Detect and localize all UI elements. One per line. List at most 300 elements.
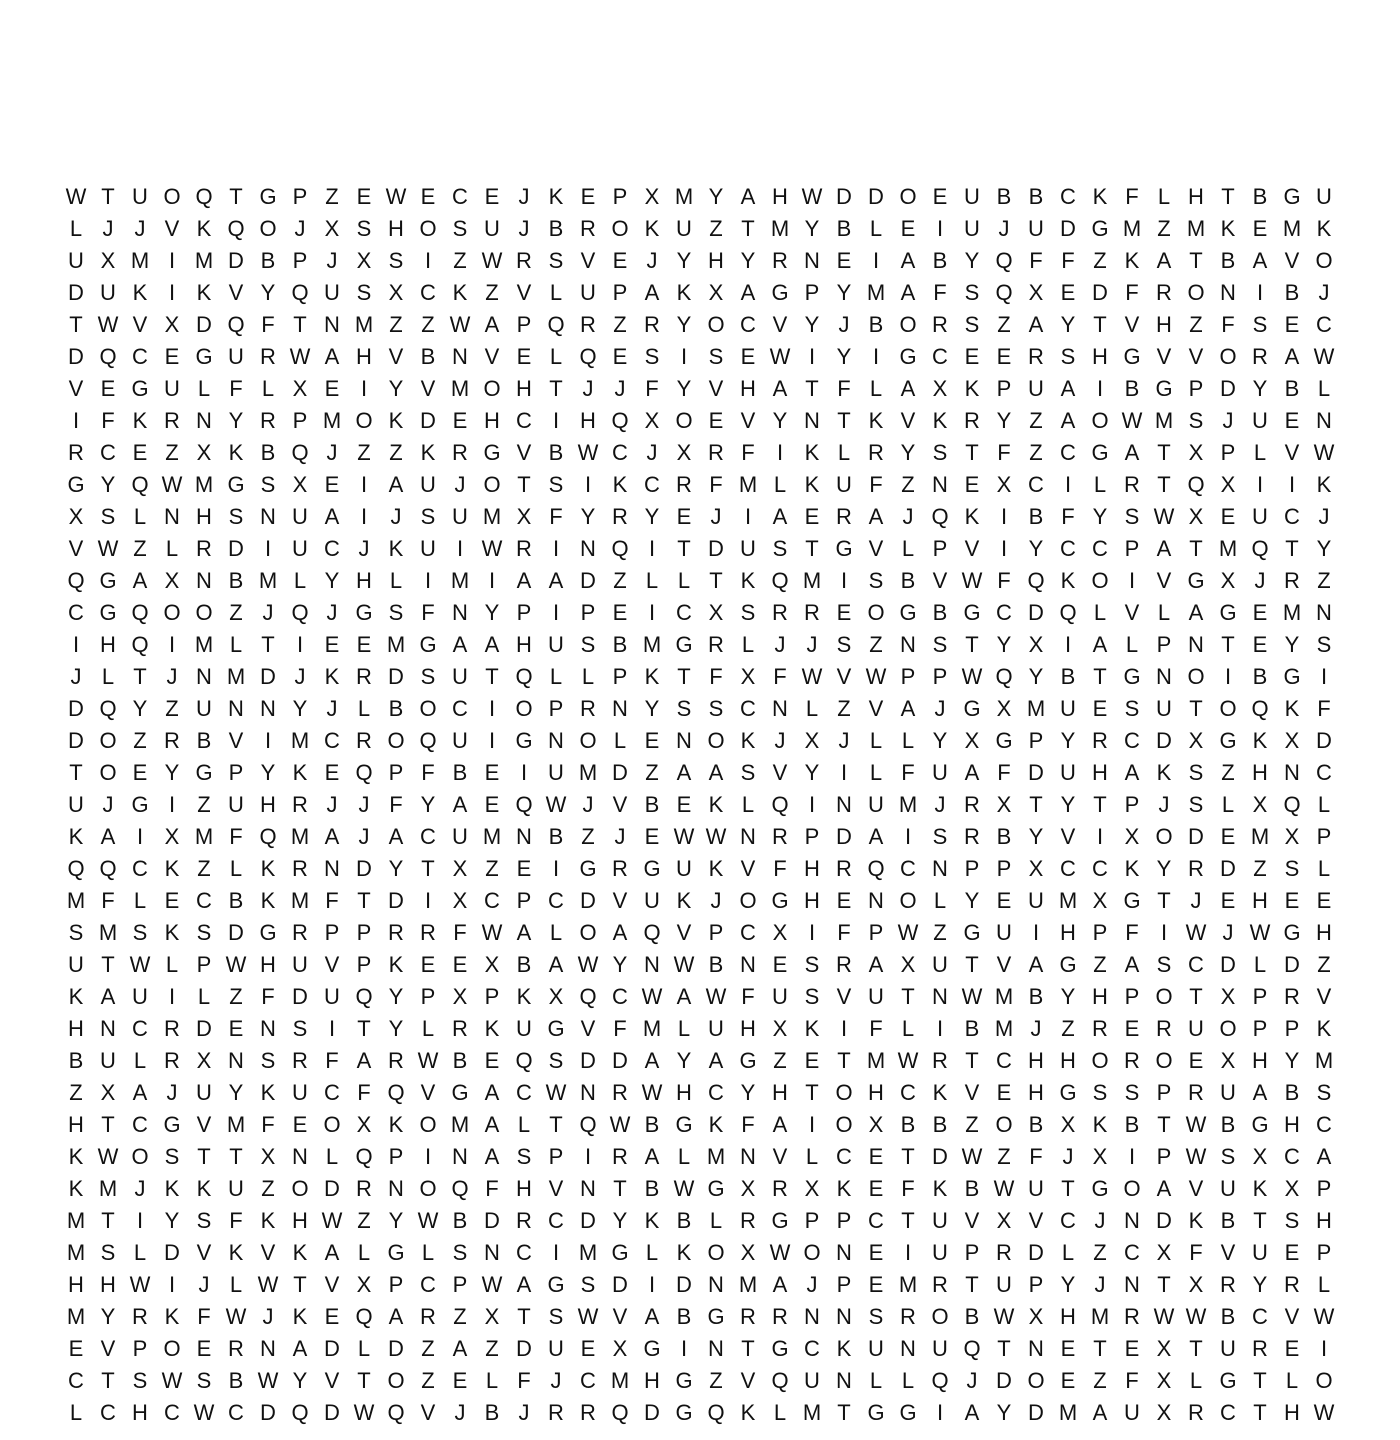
letter-cell[interactable]: V bbox=[1124, 600, 1140, 625]
letter-cell[interactable]: H bbox=[804, 888, 820, 913]
letter-cell[interactable]: Z bbox=[325, 184, 339, 209]
letter-cell[interactable]: O bbox=[931, 1304, 949, 1329]
letter-cell[interactable]: I bbox=[1064, 632, 1072, 657]
letter-cell[interactable]: K bbox=[1284, 696, 1300, 721]
letter-cell[interactable]: Z bbox=[485, 1336, 499, 1361]
letter-cell[interactable]: U bbox=[932, 1240, 948, 1265]
letter-cell[interactable]: D bbox=[324, 1176, 340, 1201]
letter-cell[interactable]: A bbox=[740, 280, 756, 305]
letter-cell[interactable]: R bbox=[644, 312, 660, 337]
letter-cell[interactable]: L bbox=[165, 536, 179, 561]
letter-cell[interactable]: P bbox=[516, 600, 532, 625]
letter-cell[interactable]: K bbox=[964, 376, 980, 401]
letter-cell[interactable]: E bbox=[516, 856, 532, 881]
letter-cell[interactable]: Y bbox=[228, 408, 244, 433]
letter-cell[interactable]: F bbox=[229, 1208, 243, 1233]
letter-cell[interactable]: V bbox=[1188, 1176, 1204, 1201]
letter-cell[interactable]: L bbox=[357, 1240, 371, 1265]
letter-cell[interactable]: U bbox=[132, 184, 148, 209]
letter-cell[interactable]: G bbox=[67, 472, 85, 497]
letter-cell[interactable]: S bbox=[260, 1048, 276, 1073]
letter-cell[interactable]: V bbox=[1316, 984, 1332, 1009]
letter-cell[interactable]: Z bbox=[581, 824, 595, 849]
letter-cell[interactable]: G bbox=[579, 856, 597, 881]
letter-cell[interactable]: I bbox=[424, 1144, 432, 1169]
letter-cell[interactable]: I bbox=[648, 536, 656, 561]
letter-cell[interactable]: K bbox=[68, 824, 84, 849]
letter-cell[interactable]: R bbox=[836, 504, 852, 529]
letter-cell[interactable]: Y bbox=[676, 248, 692, 273]
letter-cell[interactable]: L bbox=[1317, 1272, 1331, 1297]
letter-cell[interactable]: C bbox=[868, 1208, 884, 1233]
letter-cell[interactable]: E bbox=[996, 888, 1012, 913]
letter-cell[interactable]: B bbox=[836, 216, 852, 241]
letter-cell[interactable]: T bbox=[1189, 1336, 1203, 1361]
letter-cell[interactable]: G bbox=[1091, 216, 1109, 241]
letter-cell[interactable]: I bbox=[168, 280, 176, 305]
letter-cell[interactable]: L bbox=[1157, 600, 1171, 625]
letter-cell[interactable]: Q bbox=[963, 1336, 981, 1361]
letter-cell[interactable]: A bbox=[356, 1048, 372, 1073]
letter-cell[interactable]: S bbox=[1188, 760, 1204, 785]
letter-cell[interactable]: O bbox=[163, 1336, 181, 1361]
letter-cell[interactable]: I bbox=[584, 472, 592, 497]
letter-cell[interactable]: C bbox=[612, 440, 628, 465]
letter-cell[interactable]: G bbox=[451, 1080, 469, 1105]
letter-cell[interactable]: X bbox=[1252, 792, 1268, 817]
letter-cell[interactable]: I bbox=[936, 1400, 944, 1425]
letter-cell[interactable]: A bbox=[676, 984, 692, 1009]
letter-cell[interactable]: X bbox=[1156, 1336, 1172, 1361]
letter-cell[interactable]: R bbox=[1092, 1016, 1108, 1041]
letter-cell[interactable]: P bbox=[1092, 920, 1108, 945]
letter-cell[interactable]: V bbox=[580, 1016, 596, 1041]
letter-cell[interactable]: M bbox=[642, 632, 662, 657]
letter-cell[interactable]: Y bbox=[996, 632, 1012, 657]
letter-cell[interactable]: V bbox=[1124, 312, 1140, 337]
letter-cell[interactable]: L bbox=[421, 1240, 435, 1265]
letter-cell[interactable]: M bbox=[98, 1176, 118, 1201]
letter-cell[interactable]: V bbox=[740, 1368, 756, 1393]
letter-cell[interactable]: Z bbox=[709, 216, 723, 241]
letter-cell[interactable]: G bbox=[1123, 344, 1141, 369]
letter-cell[interactable]: X bbox=[164, 312, 180, 337]
letter-cell[interactable]: H bbox=[1156, 312, 1172, 337]
letter-cell[interactable]: U bbox=[996, 1272, 1012, 1297]
letter-cell[interactable]: N bbox=[196, 568, 212, 593]
letter-cell[interactable]: K bbox=[804, 440, 820, 465]
letter-cell[interactable]: X bbox=[1028, 280, 1044, 305]
letter-cell[interactable]: A bbox=[100, 824, 116, 849]
letter-cell[interactable]: J bbox=[934, 792, 946, 817]
letter-cell[interactable]: B bbox=[676, 1304, 692, 1329]
letter-cell[interactable]: U bbox=[996, 920, 1012, 945]
letter-cell[interactable]: W bbox=[161, 472, 183, 497]
letter-cell[interactable]: Y bbox=[388, 1016, 404, 1041]
letter-cell[interactable]: V bbox=[580, 248, 596, 273]
letter-cell[interactable]: B bbox=[1028, 984, 1044, 1009]
letter-cell[interactable]: A bbox=[132, 568, 148, 593]
letter-cell[interactable]: U bbox=[1220, 1080, 1236, 1105]
letter-cell[interactable]: Z bbox=[133, 536, 147, 561]
letter-cell[interactable]: O bbox=[1219, 696, 1237, 721]
letter-cell[interactable]: K bbox=[868, 408, 884, 433]
letter-cell[interactable]: N bbox=[164, 504, 180, 529]
letter-cell[interactable]: C bbox=[132, 344, 148, 369]
letter-cell[interactable]: C bbox=[420, 824, 436, 849]
letter-cell[interactable]: V bbox=[772, 760, 788, 785]
letter-cell[interactable]: P bbox=[1156, 1080, 1172, 1105]
letter-cell[interactable]: K bbox=[292, 760, 308, 785]
letter-cell[interactable]: B bbox=[548, 824, 564, 849]
letter-cell[interactable]: P bbox=[420, 984, 436, 1009]
letter-cell[interactable]: D bbox=[1188, 824, 1204, 849]
letter-cell[interactable]: I bbox=[872, 344, 880, 369]
letter-cell[interactable]: U bbox=[516, 1016, 532, 1041]
letter-cell[interactable]: Z bbox=[389, 440, 403, 465]
letter-cell[interactable]: P bbox=[548, 696, 564, 721]
letter-cell[interactable]: C bbox=[452, 184, 468, 209]
letter-cell[interactable]: W bbox=[1153, 504, 1175, 529]
letter-cell[interactable]: W bbox=[257, 1368, 279, 1393]
letter-cell[interactable]: P bbox=[196, 952, 212, 977]
letter-cell[interactable]: O bbox=[899, 312, 917, 337]
letter-cell[interactable]: D bbox=[580, 888, 596, 913]
letter-cell[interactable]: S bbox=[1124, 696, 1140, 721]
letter-cell[interactable]: O bbox=[483, 472, 501, 497]
letter-cell[interactable]: P bbox=[1220, 440, 1236, 465]
letter-cell[interactable]: X bbox=[292, 472, 308, 497]
letter-cell[interactable]: O bbox=[195, 600, 213, 625]
letter-cell[interactable]: I bbox=[1320, 664, 1328, 689]
letter-cell[interactable]: L bbox=[645, 568, 659, 593]
letter-cell[interactable]: F bbox=[709, 664, 723, 689]
letter-cell[interactable]: U bbox=[420, 472, 436, 497]
letter-cell[interactable]: R bbox=[1092, 728, 1108, 753]
letter-cell[interactable]: X bbox=[1220, 568, 1236, 593]
letter-cell[interactable]: J bbox=[1318, 504, 1330, 529]
letter-cell[interactable]: E bbox=[196, 1336, 212, 1361]
letter-cell[interactable]: T bbox=[805, 376, 819, 401]
letter-cell[interactable]: C bbox=[1124, 1240, 1140, 1265]
letter-cell[interactable]: Q bbox=[291, 440, 309, 465]
letter-cell[interactable]: C bbox=[1316, 312, 1332, 337]
letter-cell[interactable]: T bbox=[837, 1048, 851, 1073]
letter-cell[interactable]: G bbox=[1283, 184, 1301, 209]
letter-cell[interactable]: J bbox=[70, 664, 82, 689]
letter-cell[interactable]: D bbox=[388, 664, 404, 689]
letter-cell[interactable]: C bbox=[228, 1400, 244, 1425]
letter-cell[interactable]: Q bbox=[1251, 536, 1269, 561]
letter-cell[interactable]: X bbox=[1060, 1112, 1076, 1137]
letter-cell[interactable]: M bbox=[450, 376, 470, 401]
letter-cell[interactable]: E bbox=[1252, 216, 1268, 241]
letter-cell[interactable]: Z bbox=[1029, 408, 1043, 433]
letter-cell[interactable]: K bbox=[292, 1304, 308, 1329]
letter-cell[interactable]: U bbox=[196, 696, 212, 721]
letter-cell[interactable]: A bbox=[388, 824, 404, 849]
letter-cell[interactable]: G bbox=[771, 1208, 789, 1233]
letter-cell[interactable]: E bbox=[1284, 1240, 1300, 1265]
letter-cell[interactable]: E bbox=[484, 1048, 500, 1073]
letter-cell[interactable]: S bbox=[1284, 1208, 1300, 1233]
letter-cell[interactable]: I bbox=[872, 248, 880, 273]
letter-cell[interactable]: V bbox=[772, 312, 788, 337]
letter-cell[interactable]: E bbox=[1284, 888, 1300, 913]
letter-cell[interactable]: Q bbox=[99, 344, 117, 369]
letter-cell[interactable]: O bbox=[835, 1112, 853, 1137]
letter-cell[interactable]: S bbox=[1188, 792, 1204, 817]
letter-cell[interactable]: M bbox=[450, 1112, 470, 1137]
letter-cell[interactable]: I bbox=[424, 248, 432, 273]
letter-cell[interactable]: Y bbox=[740, 248, 756, 273]
letter-cell[interactable]: G bbox=[963, 920, 981, 945]
letter-cell[interactable]: L bbox=[1125, 632, 1139, 657]
letter-cell[interactable]: T bbox=[1253, 1400, 1267, 1425]
letter-cell[interactable]: K bbox=[836, 1336, 852, 1361]
letter-cell[interactable]: W bbox=[417, 1048, 439, 1073]
letter-cell[interactable]: K bbox=[612, 472, 628, 497]
letter-cell[interactable]: N bbox=[836, 1304, 852, 1329]
letter-cell[interactable]: C bbox=[612, 984, 628, 1009]
letter-cell[interactable]: X bbox=[324, 216, 340, 241]
letter-cell[interactable]: Q bbox=[131, 472, 149, 497]
letter-cell[interactable]: T bbox=[1093, 312, 1107, 337]
letter-cell[interactable]: E bbox=[356, 184, 372, 209]
letter-cell[interactable]: Y bbox=[324, 568, 340, 593]
letter-cell[interactable]: L bbox=[1253, 440, 1267, 465]
letter-cell[interactable]: V bbox=[420, 1080, 436, 1105]
letter-cell[interactable]: O bbox=[675, 408, 693, 433]
letter-cell[interactable]: S bbox=[420, 664, 436, 689]
letter-cell[interactable]: L bbox=[1317, 376, 1331, 401]
letter-cell[interactable]: H bbox=[1092, 344, 1108, 369]
letter-cell[interactable]: T bbox=[1189, 984, 1203, 1009]
letter-cell[interactable]: C bbox=[996, 1048, 1012, 1073]
letter-cell[interactable]: O bbox=[99, 728, 117, 753]
letter-cell[interactable]: I bbox=[72, 632, 80, 657]
letter-cell[interactable]: Y bbox=[804, 216, 820, 241]
letter-cell[interactable]: E bbox=[324, 472, 340, 497]
letter-cell[interactable]: N bbox=[804, 1304, 820, 1329]
letter-cell[interactable]: A bbox=[1316, 1144, 1332, 1169]
letter-cell[interactable]: C bbox=[1220, 1400, 1236, 1425]
letter-cell[interactable]: D bbox=[484, 1208, 500, 1233]
letter-cell[interactable]: D bbox=[324, 1336, 340, 1361]
letter-cell[interactable]: N bbox=[1028, 1336, 1044, 1361]
letter-cell[interactable]: A bbox=[708, 760, 724, 785]
letter-cell[interactable]: U bbox=[868, 984, 884, 1009]
letter-cell[interactable]: V bbox=[228, 728, 244, 753]
letter-cell[interactable]: A bbox=[484, 312, 500, 337]
letter-cell[interactable]: W bbox=[1185, 920, 1207, 945]
letter-cell[interactable]: J bbox=[1190, 888, 1202, 913]
letter-cell[interactable]: V bbox=[516, 280, 532, 305]
letter-cell[interactable]: F bbox=[1189, 1240, 1203, 1265]
letter-cell[interactable]: M bbox=[66, 1240, 86, 1265]
letter-cell[interactable]: N bbox=[228, 1048, 244, 1073]
letter-cell[interactable]: U bbox=[452, 504, 468, 529]
letter-cell[interactable]: R bbox=[1156, 1016, 1172, 1041]
letter-cell[interactable]: W bbox=[897, 1048, 919, 1073]
letter-cell[interactable]: C bbox=[1028, 472, 1044, 497]
letter-cell[interactable]: X bbox=[164, 568, 180, 593]
letter-cell[interactable]: X bbox=[164, 824, 180, 849]
letter-cell[interactable]: U bbox=[452, 824, 468, 849]
letter-cell[interactable]: T bbox=[1189, 536, 1203, 561]
letter-cell[interactable]: F bbox=[261, 984, 275, 1009]
letter-cell[interactable]: Z bbox=[1317, 568, 1331, 593]
letter-cell[interactable]: R bbox=[772, 824, 788, 849]
letter-cell[interactable]: Y bbox=[1060, 728, 1076, 753]
letter-cell[interactable]: N bbox=[772, 696, 788, 721]
letter-cell[interactable]: E bbox=[1284, 312, 1300, 337]
letter-cell[interactable]: P bbox=[612, 280, 628, 305]
letter-cell[interactable]: C bbox=[580, 1368, 596, 1393]
letter-cell[interactable]: B bbox=[452, 1208, 468, 1233]
letter-cell[interactable]: P bbox=[516, 312, 532, 337]
letter-cell[interactable]: Y bbox=[708, 184, 724, 209]
letter-cell[interactable]: B bbox=[1252, 664, 1268, 689]
letter-cell[interactable]: L bbox=[1093, 600, 1107, 625]
letter-cell[interactable]: E bbox=[1220, 824, 1236, 849]
letter-cell[interactable]: K bbox=[324, 664, 340, 689]
letter-cell[interactable]: A bbox=[132, 1080, 148, 1105]
letter-cell[interactable]: F bbox=[389, 792, 403, 817]
letter-cell[interactable]: M bbox=[738, 1272, 758, 1297]
letter-cell[interactable]: D bbox=[292, 984, 308, 1009]
letter-cell[interactable]: L bbox=[773, 472, 787, 497]
letter-cell[interactable]: S bbox=[836, 632, 852, 657]
letter-cell[interactable]: Z bbox=[421, 1368, 435, 1393]
letter-cell[interactable]: G bbox=[1219, 600, 1237, 625]
letter-cell[interactable]: R bbox=[260, 408, 276, 433]
letter-cell[interactable]: P bbox=[804, 824, 820, 849]
letter-cell[interactable]: B bbox=[1124, 1112, 1140, 1137]
letter-cell[interactable]: E bbox=[836, 600, 852, 625]
letter-cell[interactable]: E bbox=[612, 248, 628, 273]
letter-cell[interactable]: Y bbox=[388, 856, 404, 881]
letter-cell[interactable]: P bbox=[1252, 1016, 1268, 1041]
letter-cell[interactable]: E bbox=[452, 1368, 468, 1393]
letter-cell[interactable]: A bbox=[1156, 248, 1172, 273]
letter-cell[interactable]: O bbox=[1315, 1368, 1333, 1393]
letter-cell[interactable]: C bbox=[100, 440, 116, 465]
letter-cell[interactable]: K bbox=[420, 440, 436, 465]
letter-cell[interactable]: R bbox=[228, 1336, 244, 1361]
letter-cell[interactable]: D bbox=[612, 760, 628, 785]
letter-cell[interactable]: S bbox=[548, 1048, 564, 1073]
letter-cell[interactable]: A bbox=[644, 1048, 660, 1073]
letter-cell[interactable]: U bbox=[868, 1336, 884, 1361]
letter-cell[interactable]: E bbox=[580, 1336, 596, 1361]
letter-cell[interactable]: R bbox=[452, 440, 468, 465]
letter-cell[interactable]: L bbox=[229, 1272, 243, 1297]
letter-cell[interactable]: G bbox=[675, 1368, 693, 1393]
letter-cell[interactable]: O bbox=[259, 216, 277, 241]
letter-cell[interactable]: C bbox=[516, 1240, 532, 1265]
letter-cell[interactable]: C bbox=[68, 600, 84, 625]
letter-cell[interactable]: I bbox=[136, 1208, 144, 1233]
letter-cell[interactable]: R bbox=[772, 600, 788, 625]
letter-cell[interactable]: H bbox=[68, 1016, 84, 1041]
letter-cell[interactable]: F bbox=[1221, 312, 1235, 337]
letter-cell[interactable]: O bbox=[899, 184, 917, 209]
letter-cell[interactable]: K bbox=[260, 856, 276, 881]
letter-cell[interactable]: E bbox=[292, 1112, 308, 1137]
letter-cell[interactable]: G bbox=[771, 888, 789, 913]
letter-cell[interactable]: U bbox=[548, 1336, 564, 1361]
letter-cell[interactable]: T bbox=[1061, 1176, 1075, 1201]
letter-cell[interactable]: M bbox=[322, 408, 342, 433]
letter-cell[interactable]: I bbox=[840, 568, 848, 593]
letter-cell[interactable]: K bbox=[1124, 856, 1140, 881]
letter-cell[interactable]: T bbox=[101, 184, 115, 209]
letter-cell[interactable]: T bbox=[261, 632, 275, 657]
letter-cell[interactable]: F bbox=[485, 1176, 499, 1201]
letter-cell[interactable]: T bbox=[1157, 1112, 1171, 1137]
letter-cell[interactable]: W bbox=[993, 1176, 1015, 1201]
letter-cell[interactable]: O bbox=[1091, 408, 1109, 433]
letter-cell[interactable]: D bbox=[516, 1336, 532, 1361]
letter-cell[interactable]: J bbox=[1254, 568, 1266, 593]
letter-cell[interactable]: J bbox=[358, 536, 370, 561]
letter-cell[interactable]: O bbox=[99, 760, 117, 785]
letter-cell[interactable]: X bbox=[772, 1016, 788, 1041]
letter-cell[interactable]: A bbox=[1092, 632, 1108, 657]
letter-cell[interactable]: K bbox=[228, 1240, 244, 1265]
letter-cell[interactable]: G bbox=[1123, 888, 1141, 913]
letter-cell[interactable]: N bbox=[708, 1272, 724, 1297]
letter-cell[interactable]: G bbox=[771, 1336, 789, 1361]
letter-cell[interactable]: Q bbox=[867, 856, 885, 881]
letter-cell[interactable]: S bbox=[1156, 952, 1172, 977]
letter-cell[interactable]: H bbox=[1316, 1208, 1332, 1233]
letter-cell[interactable]: S bbox=[260, 472, 276, 497]
letter-cell[interactable]: E bbox=[804, 1048, 820, 1073]
letter-cell[interactable]: K bbox=[676, 280, 692, 305]
letter-cell[interactable]: M bbox=[674, 184, 694, 209]
letter-cell[interactable]: B bbox=[932, 1112, 948, 1137]
letter-cell[interactable]: L bbox=[229, 632, 243, 657]
letter-cell[interactable]: T bbox=[549, 1112, 563, 1137]
letter-cell[interactable]: V bbox=[388, 344, 404, 369]
letter-cell[interactable]: B bbox=[1028, 504, 1044, 529]
letter-cell[interactable]: C bbox=[836, 1144, 852, 1169]
letter-cell[interactable]: I bbox=[904, 1240, 912, 1265]
letter-cell[interactable]: E bbox=[132, 760, 148, 785]
letter-cell[interactable]: E bbox=[1188, 1048, 1204, 1073]
letter-cell[interactable]: M bbox=[994, 1016, 1014, 1041]
letter-cell[interactable]: V bbox=[836, 664, 852, 689]
letter-cell[interactable]: D bbox=[1156, 728, 1172, 753]
letter-cell[interactable]: X bbox=[740, 664, 756, 689]
letter-cell[interactable]: Z bbox=[837, 696, 851, 721]
letter-cell[interactable]: S bbox=[868, 568, 884, 593]
letter-cell[interactable]: J bbox=[134, 216, 146, 241]
letter-cell[interactable]: S bbox=[420, 504, 436, 529]
letter-cell[interactable]: Q bbox=[931, 504, 949, 529]
letter-cell[interactable]: U bbox=[1220, 1176, 1236, 1201]
letter-cell[interactable]: F bbox=[997, 568, 1011, 593]
letter-cell[interactable]: R bbox=[676, 472, 692, 497]
letter-cell[interactable]: W bbox=[641, 1080, 663, 1105]
letter-cell[interactable]: Y bbox=[1252, 376, 1268, 401]
letter-cell[interactable]: W bbox=[577, 1304, 599, 1329]
letter-cell[interactable]: Y bbox=[228, 1080, 244, 1105]
letter-cell[interactable]: P bbox=[932, 664, 948, 689]
letter-cell[interactable]: N bbox=[196, 664, 212, 689]
